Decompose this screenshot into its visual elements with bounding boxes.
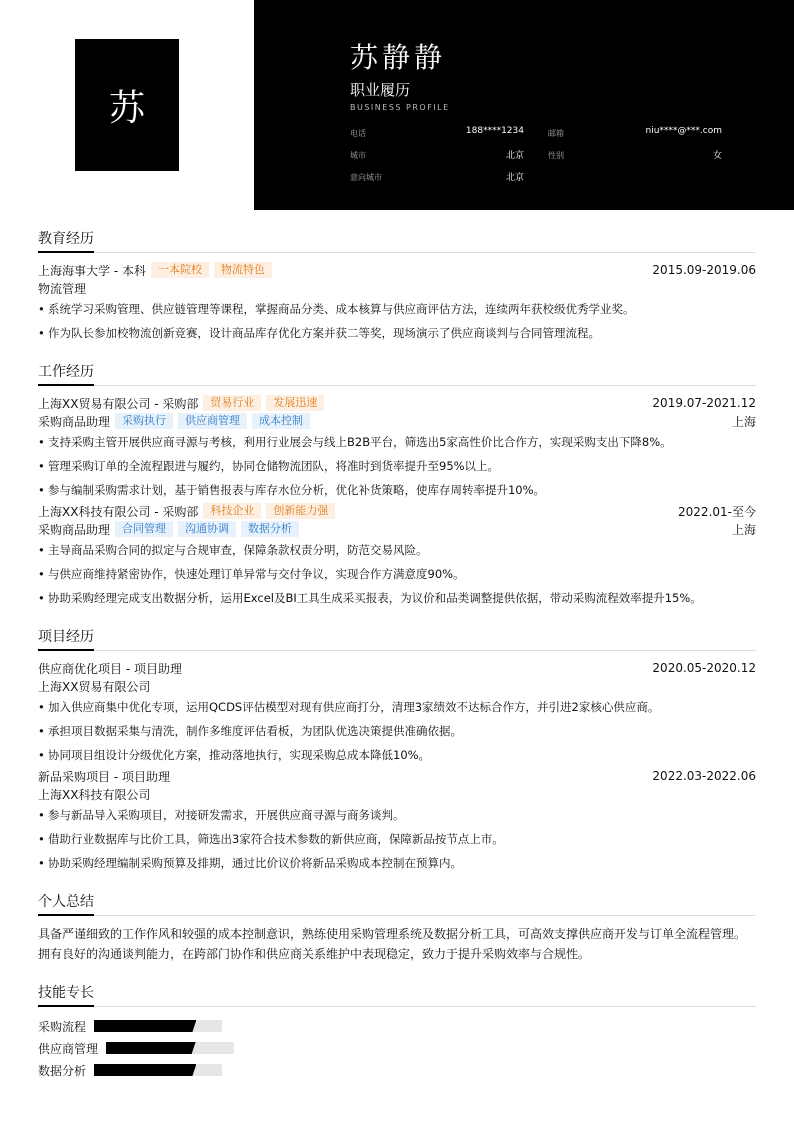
position-tag: 数据分析 xyxy=(241,521,299,537)
work-entry xyxy=(38,394,756,502)
skill-name: 采购流程 xyxy=(38,1019,87,1034)
list-item: • 主导商品采购合同的拟定与合规审查，保障条款权责分明，防范交易风险。 xyxy=(38,538,756,562)
position-tag: 合同管理 xyxy=(115,521,173,537)
company-name: 上海XX科技有限公司 - 采购部 xyxy=(38,504,199,519)
list-item: • 协助采购经理编制采购预算及排期，通过比价议价将新品采购成本控制在预算内。 xyxy=(38,851,756,875)
company-tag: 科技企业 xyxy=(203,503,261,519)
school-tag: 物流特色 xyxy=(214,262,272,278)
project-bullets xyxy=(38,695,756,767)
list-item: • 支持采购主管开展供应商寻源与考核，利用行业展会与线上B2B平台，筛选出5家高性价比合作方，实现采购支出下降8%。 xyxy=(38,430,756,454)
project-name: 供应商优化项目 - 项目助理 xyxy=(38,661,182,676)
section-title-work: 工作经历 xyxy=(38,361,94,386)
skills-section xyxy=(38,982,756,1081)
skill-item xyxy=(38,1015,399,1037)
candidate-name: 苏静静 xyxy=(350,41,447,74)
skill-item xyxy=(38,1037,399,1059)
phone-label: 电话 xyxy=(350,129,366,138)
avatar: 苏 xyxy=(75,39,179,171)
section-divider xyxy=(38,252,756,253)
list-item: • 协助采购经理完成支出数据分析，运用Excel及BI工具生成采买报表，为议价和品类调整提供依据，带动采购流程效率提升15%。 xyxy=(38,586,756,610)
summary-section xyxy=(38,891,756,964)
company-tag: 贸易行业 xyxy=(203,395,261,411)
work-date: 2019.07-2021.12 xyxy=(652,396,756,410)
skill-bar xyxy=(94,1064,222,1076)
project-date: 2022.03-2022.06 xyxy=(652,769,756,783)
education-section xyxy=(38,228,756,345)
section-divider xyxy=(38,650,756,651)
summary-text: 具备严谨细致的工作作风和较强的成本控制意识，熟练使用采购管理系统及数据分析工具，可高效支撑供应商开发与订单全流程管理。拥有良好的沟通谈判能力，在跨部门协作和供应商关系维护中表现稳定，致力于提升采购效率与合规性。 xyxy=(38,927,747,961)
city-value: 北京 xyxy=(505,151,524,161)
work-location: 上海 xyxy=(731,522,756,537)
gender-value: 女 xyxy=(712,151,722,161)
skill-bar-fill xyxy=(106,1042,196,1054)
skill-name: 供应商管理 xyxy=(38,1041,99,1056)
target-city-label: 意向城市 xyxy=(350,173,382,182)
skill-bar-fill xyxy=(94,1064,196,1076)
section-divider xyxy=(38,1006,756,1007)
list-item: • 与供应商维持紧密协作，快速处理订单异常与交付争议，实现合作方满意度90%。 xyxy=(38,562,756,586)
section-title-education: 教育经历 xyxy=(38,228,94,253)
phone-value: 188****1234 xyxy=(465,126,524,136)
company-name: 上海XX贸易有限公司 - 采购部 xyxy=(38,396,199,411)
education-entry xyxy=(38,261,756,345)
work-date: 2022.01-至今 xyxy=(678,504,756,519)
list-item: • 参与新品导入采购项目，对接研发需求，开展供应商寻源与商务谈判。 xyxy=(38,803,756,827)
section-title-skills: 技能专长 xyxy=(38,982,94,1007)
project-date: 2020.05-2020.12 xyxy=(652,661,756,675)
resume-body xyxy=(38,228,756,1081)
position-tag: 采购执行 xyxy=(115,413,173,429)
project-bullets xyxy=(38,803,756,875)
list-item: • 协同项目组设计分级优化方案，推动落地执行，实现采购总成本降低10%。 xyxy=(38,743,756,767)
work-bullets xyxy=(38,538,756,610)
position-tag: 沟通协调 xyxy=(178,521,236,537)
work-section xyxy=(38,361,756,610)
position-tag: 供应商管理 xyxy=(178,413,247,429)
school-tag: 一本院校 xyxy=(151,262,209,278)
skills-list xyxy=(38,1015,756,1081)
header-banner xyxy=(254,0,794,210)
list-item: • 加入供应商集中优化专项，运用QCDS评估模型对现有供应商打分，清理3家绩效不达标合作方，并引进2家核心供应商。 xyxy=(38,695,756,719)
skill-bar xyxy=(94,1020,222,1032)
project-org: 上海XX科技有限公司 xyxy=(38,787,151,802)
list-item: • 作为队长参加校物流创新竞赛，设计商品库存优化方案并获二等奖，现场演示了供应商谈判与合同管理流程。 xyxy=(38,321,756,345)
education-bullets xyxy=(38,297,756,345)
skill-bar-fill xyxy=(94,1020,196,1032)
project-entry xyxy=(38,659,756,767)
position-tag: 成本控制 xyxy=(252,413,310,429)
list-item: • 借助行业数据库与比价工具，筛选出3家符合技术参数的新供应商，保障新品按节点上市。 xyxy=(38,827,756,851)
email-value: niu****@***.com xyxy=(645,126,722,136)
school-name: 上海海事大学 - 本科 xyxy=(38,263,146,278)
gender-label: 性别 xyxy=(548,151,564,160)
section-title-projects: 项目经历 xyxy=(38,626,94,651)
work-bullets xyxy=(38,430,756,502)
resume-subtitle: 职业履历 xyxy=(350,81,411,99)
company-tag: 发展迅速 xyxy=(266,395,324,411)
email-label: 邮箱 xyxy=(548,129,564,138)
work-entry xyxy=(38,502,756,610)
position-title: 采购商品助理 xyxy=(38,522,111,537)
projects-section xyxy=(38,626,756,875)
major: 物流管理 xyxy=(38,281,87,296)
project-name: 新品采购项目 - 项目助理 xyxy=(38,769,170,784)
skill-bar xyxy=(106,1042,234,1054)
section-divider xyxy=(38,385,756,386)
skill-name: 数据分析 xyxy=(38,1063,87,1078)
section-divider xyxy=(38,915,756,916)
skill-item xyxy=(38,1059,399,1081)
work-location: 上海 xyxy=(731,414,756,429)
project-org: 上海XX贸易有限公司 xyxy=(38,679,151,694)
position-title: 采购商品助理 xyxy=(38,414,111,429)
target-city-value: 北京 xyxy=(505,173,524,183)
contact-info xyxy=(350,126,722,192)
list-item: • 系统学习采购管理、供应链管理等课程，掌握商品分类、成本核算与供应商评估方法，连续两年获校级优秀学业奖。 xyxy=(38,297,756,321)
header-photo-area xyxy=(0,0,254,210)
city-label: 城市 xyxy=(350,151,366,160)
list-item: • 承担项目数据采集与清洗，制作多维度评估看板，为团队优选决策提供准确依据。 xyxy=(38,719,756,743)
project-entry xyxy=(38,767,756,875)
resume-subtitle-english: BUSINESS PROFILE xyxy=(350,103,450,112)
section-title-summary: 个人总结 xyxy=(38,891,94,916)
company-tag: 创新能力强 xyxy=(266,503,335,519)
list-item: • 管理采购订单的全流程跟进与履约，协同仓储物流团队，将准时到货率提升至95%以上。 xyxy=(38,454,756,478)
education-date: 2015.09-2019.06 xyxy=(652,263,756,277)
list-item: • 参与编制采购需求计划，基于销售报表与库存水位分析，优化补货策略，使库存周转率提升10%。 xyxy=(38,478,756,502)
